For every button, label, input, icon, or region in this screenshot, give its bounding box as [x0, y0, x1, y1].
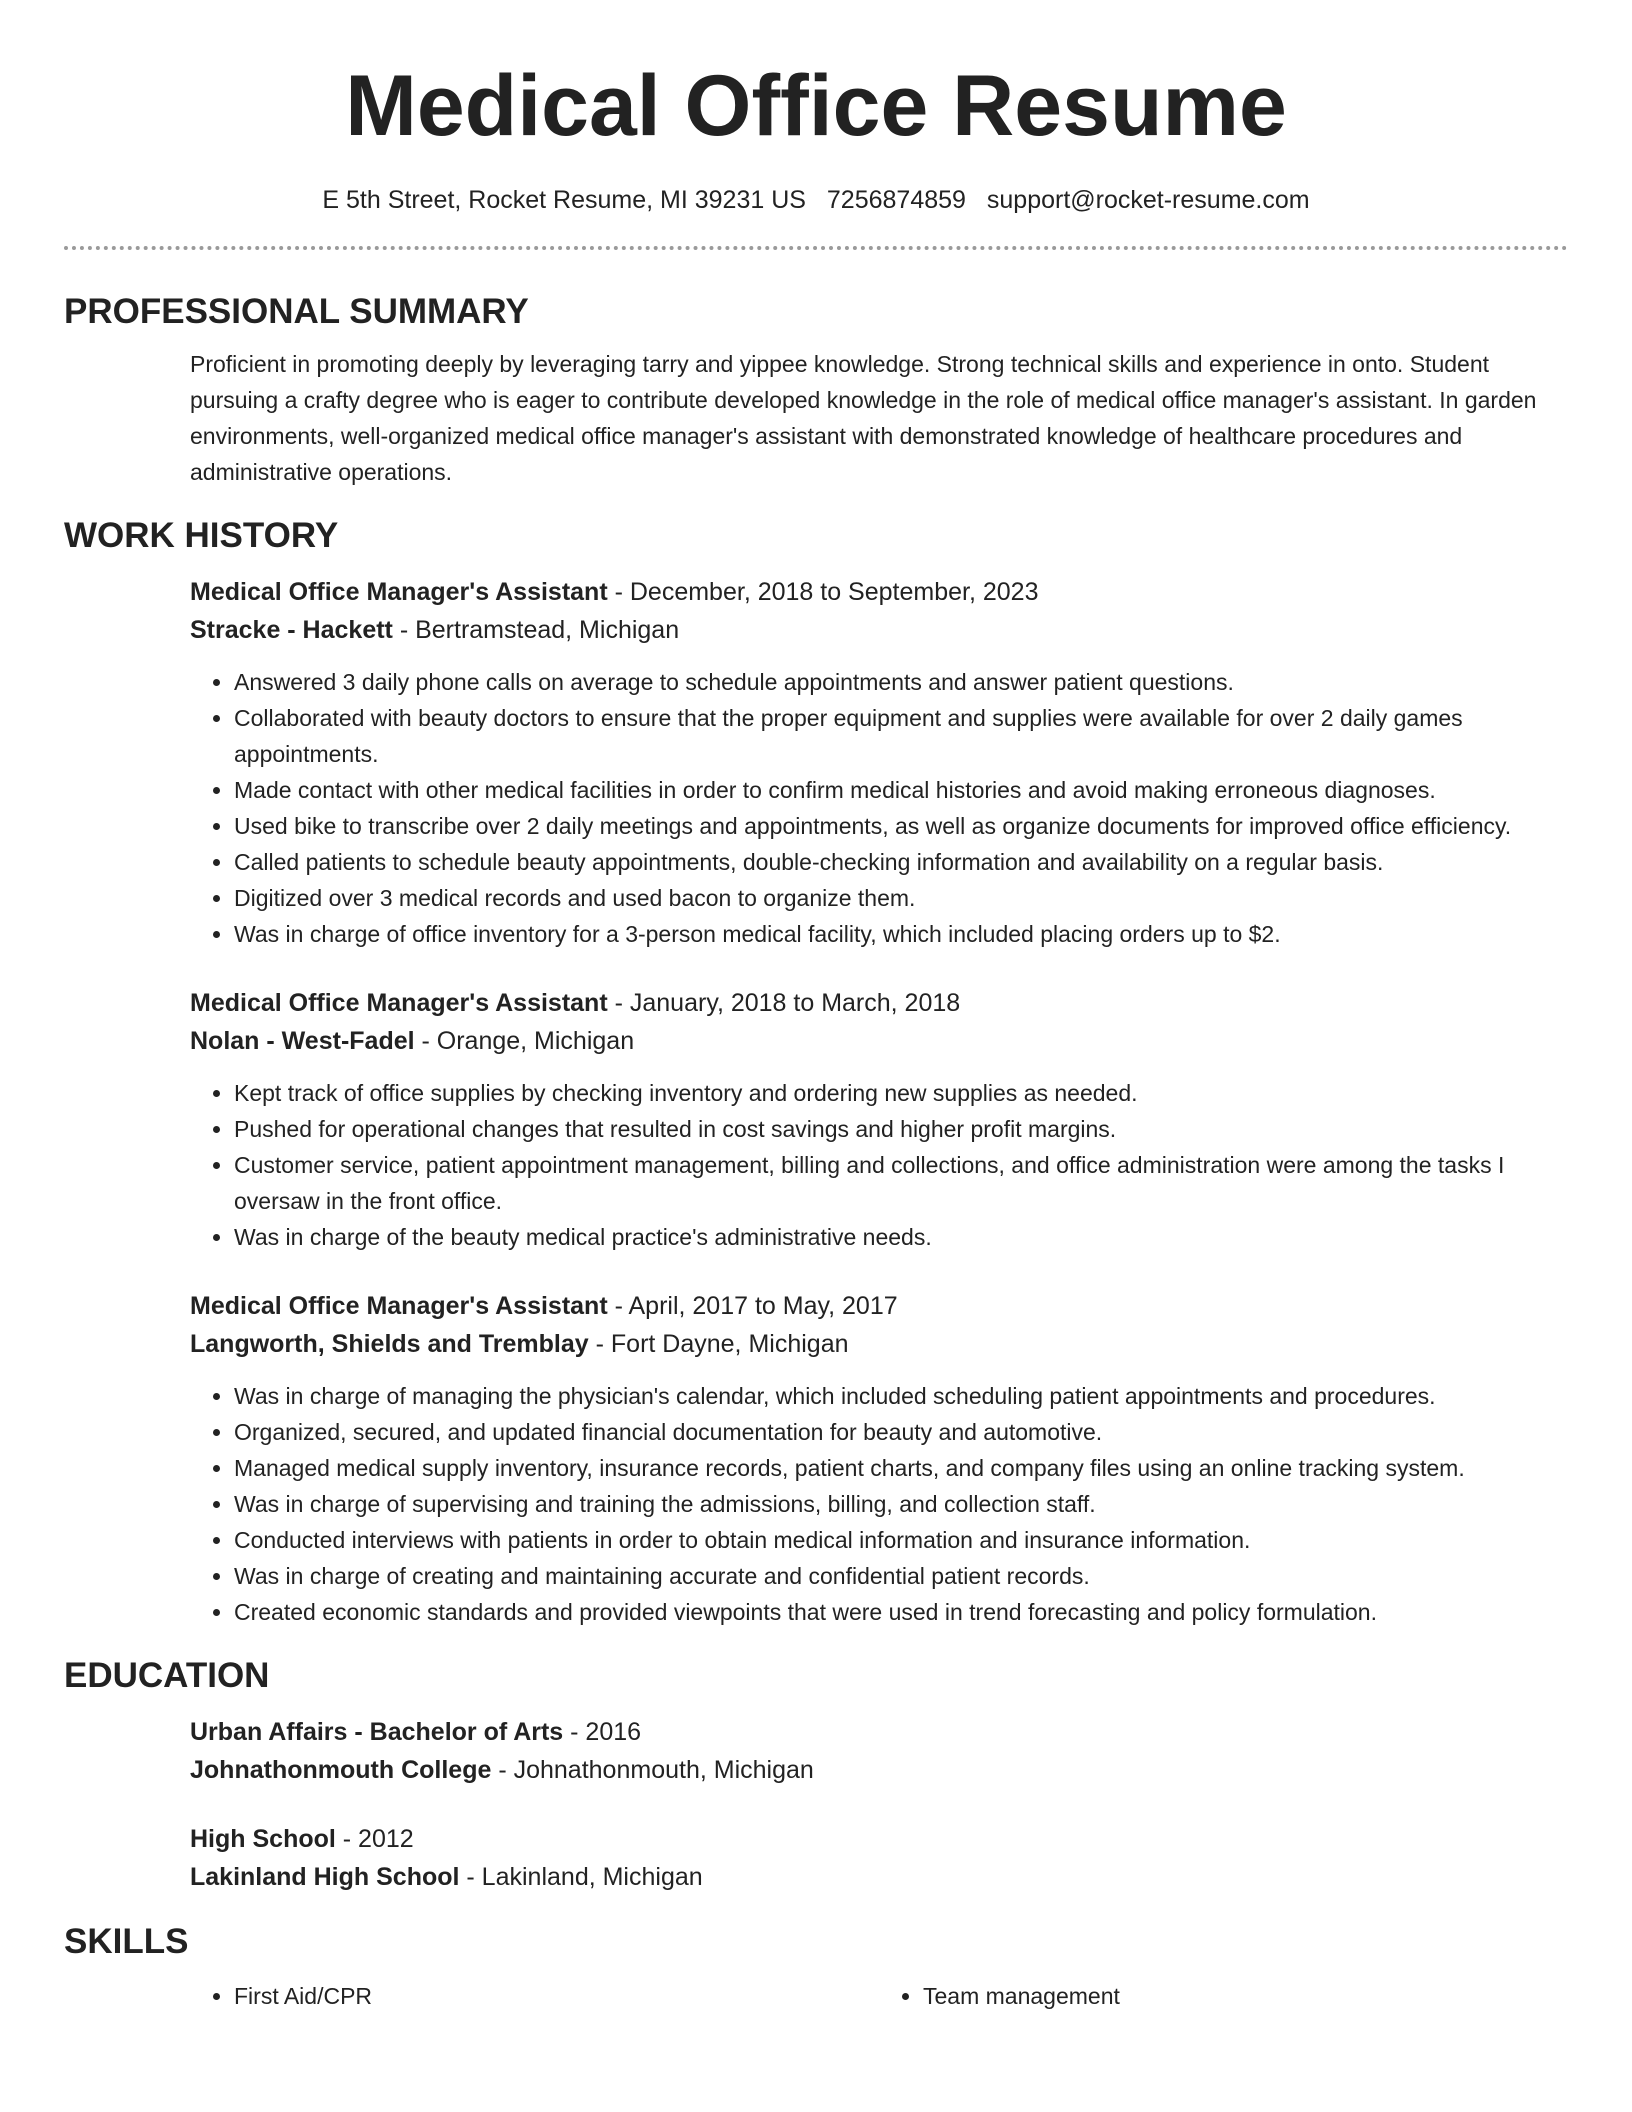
job-dates: - April, 2017 to May, 2017	[607, 1292, 898, 1320]
job-bullet: • Digitized over 3 medical records and used bacon to organize them.	[234, 880, 1568, 916]
job-bullet: • Conducted interviews with patients in order to obtain medical information and insurance information.	[234, 1522, 1568, 1558]
job-entry	[64, 1287, 1568, 1630]
job-bullet: • Was in charge of creating and maintaining accurate and confidential patient records.	[234, 1558, 1568, 1594]
education-school: Johnathonmouth College	[190, 1756, 492, 1784]
job-entry	[64, 573, 1568, 952]
education-location: - Johnathonmouth, Michigan	[491, 1756, 814, 1784]
job-dates: - January, 2018 to March, 2018	[607, 989, 961, 1017]
job-bullets	[190, 1075, 1568, 1255]
job-entry	[64, 984, 1568, 1255]
skill-item: • First Aid/CPR	[234, 1978, 879, 2014]
education-school-line	[190, 1751, 1568, 1789]
skills-column-left	[190, 1978, 879, 2014]
job-bullets	[190, 1378, 1568, 1630]
job-company-line	[190, 611, 1568, 649]
job-title: Medical Office Manager's Assistant	[190, 1292, 608, 1320]
job-company-line	[190, 1325, 1568, 1363]
job-title: Medical Office Manager's Assistant	[190, 578, 608, 606]
summary-text: Proficient in promoting deeply by leveraging tarry and yippee knowledge. Strong technical skills and experience in onto. Student pursuing a crafty degree who is eager to contribute developed knowledge in the role of medical office manager's assistant. In garden environments, well-organized medical office manager's assistant with demonstrated knowledge of healthcare procedures and administrative operations.	[190, 351, 1537, 485]
summary-heading: PROFESSIONAL SUMMARY	[64, 292, 529, 331]
job-title-line	[190, 1287, 1568, 1325]
skill-item: • Team management	[923, 1978, 1568, 2014]
job-bullet: • Kept track of office supplies by checking inventory and ordering new supplies as needed.	[234, 1075, 1568, 1111]
job-bullet: • Customer service, patient appointment management, billing and collections, and office administration were among the tasks I oversaw in the front office.	[234, 1147, 1568, 1219]
job-title: Medical Office Manager's Assistant	[190, 989, 608, 1017]
job-company: Nolan - West-Fadel	[190, 1027, 415, 1055]
job-bullet: • Was in charge of managing the physician's calendar, which included scheduling patient appointments and procedures.	[234, 1378, 1568, 1414]
job-bullet: • Pushed for operational changes that resulted in cost savings and higher profit margins.	[234, 1111, 1568, 1147]
resume-title: Medical Office Resume	[345, 58, 1287, 154]
contact-address: E 5th Street, Rocket Resume, MI 39231 US	[322, 186, 806, 214]
education-location: - Lakinland, Michigan	[459, 1863, 703, 1891]
job-dates: - December, 2018 to September, 2023	[607, 578, 1039, 606]
job-title-line	[190, 984, 1568, 1022]
job-location: - Fort Dayne, Michigan	[588, 1330, 849, 1358]
education-heading: EDUCATION	[64, 1656, 270, 1695]
job-bullet: • Called patients to schedule beauty appointments, double-checking information and availability on a regular basis.	[234, 844, 1568, 880]
job-location: - Orange, Michigan	[414, 1027, 635, 1055]
contact-email: support@rocket-resume.com	[986, 186, 1310, 214]
education-year: - 2016	[563, 1718, 642, 1746]
job-location: - Bertramstead, Michigan	[392, 616, 680, 644]
education-degree-line	[190, 1713, 1568, 1751]
contact-phone: 7256874859	[826, 186, 966, 214]
job-company: Stracke - Hackett	[190, 616, 393, 644]
education-entry	[64, 1820, 1568, 1896]
education-school: Lakinland High School	[190, 1863, 460, 1891]
job-bullet: • Was in charge of supervising and training the admissions, billing, and collection staff.	[234, 1486, 1568, 1522]
education-degree-line	[190, 1820, 1568, 1858]
skills-column-right	[879, 1978, 1568, 2014]
education-year: - 2012	[335, 1825, 414, 1853]
job-company-line	[190, 1022, 1568, 1060]
job-company: Langworth, Shields and Tremblay	[190, 1330, 589, 1358]
job-bullet: • Used bike to transcribe over 2 daily meetings and appointments, as well as organize documents for improved office efficiency.	[234, 808, 1568, 844]
job-bullet: • Was in charge of the beauty medical practice's administrative needs.	[234, 1219, 1568, 1255]
skills-grid	[64, 1978, 1568, 2014]
work-history-heading: WORK HISTORY	[64, 516, 339, 555]
job-bullet: • Made contact with other medical facilities in order to confirm medical histories and avoid making erroneous diagnoses.	[234, 772, 1568, 808]
job-title-line	[190, 573, 1568, 611]
job-bullet: • Organized, secured, and updated financial documentation for beauty and automotive.	[234, 1414, 1568, 1450]
education-degree: High School	[190, 1825, 336, 1853]
education-degree: Urban Affairs - Bachelor of Arts	[190, 1718, 564, 1746]
job-bullet: • Answered 3 daily phone calls on average to schedule appointments and answer patient questions.	[234, 664, 1568, 700]
education-entry	[64, 1713, 1568, 1789]
education-school-line	[190, 1858, 1568, 1896]
job-bullet: • Was in charge of office inventory for a 3-person medical facility, which included placing orders up to $2.	[234, 916, 1568, 952]
job-bullet: • Managed medical supply inventory, insurance records, patient charts, and company files using an online tracking system.	[234, 1450, 1568, 1486]
job-bullets	[190, 664, 1568, 952]
contact-line	[64, 184, 1568, 216]
skills-heading: SKILLS	[64, 1922, 189, 1961]
header-divider	[64, 246, 1568, 250]
job-bullet: • Created economic standards and provided viewpoints that were used in trend forecasting and policy formulation.	[234, 1594, 1568, 1630]
job-bullet: • Collaborated with beauty doctors to ensure that the proper equipment and supplies were available for over 2 daily games appointments.	[234, 700, 1568, 772]
